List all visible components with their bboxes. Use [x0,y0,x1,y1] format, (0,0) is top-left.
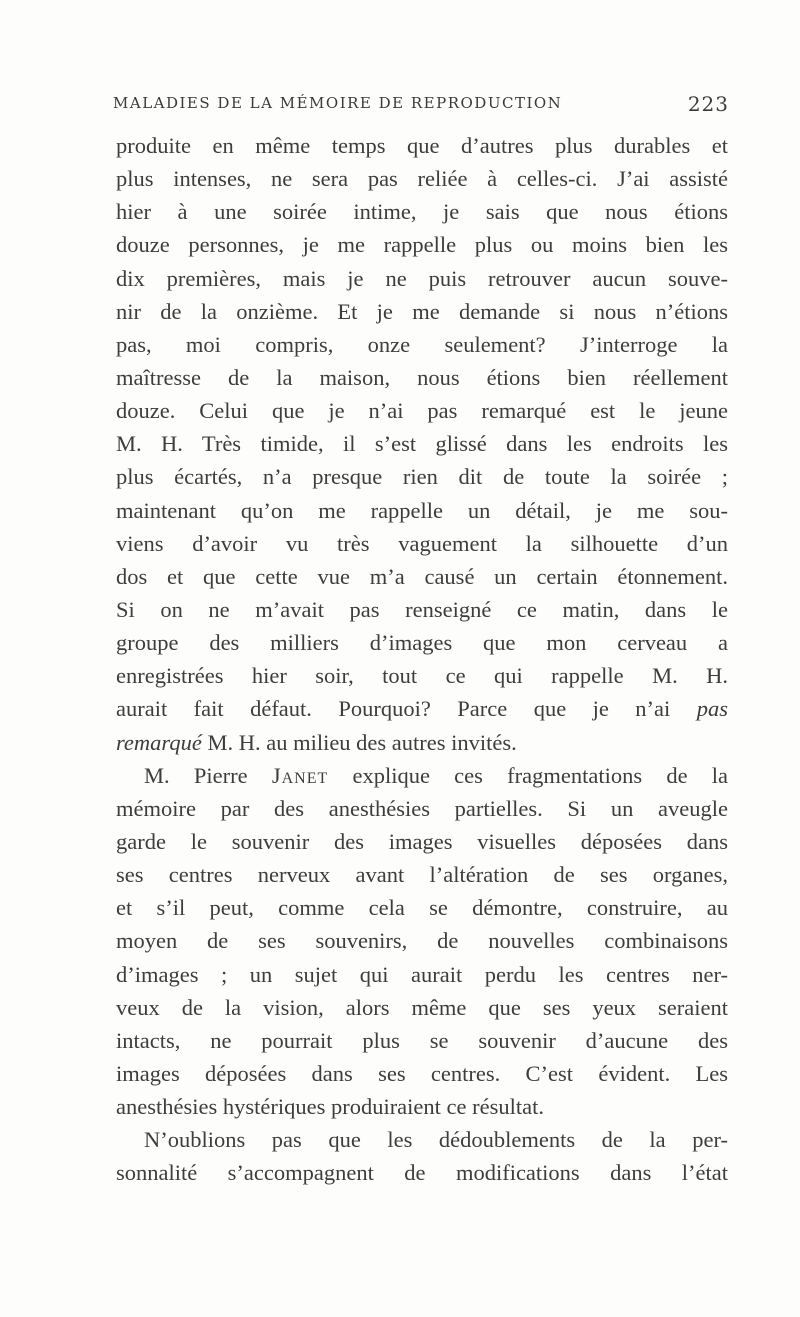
text-line: garde le souvenir des images visuelles déposées dans [116,828,728,854]
italic-text: remarqué [116,729,202,755]
text-line: M. H. Très timide, il s’est glissé dans les endroits les [116,431,728,457]
text-line: d’images ; un sujet qui aurait perdu les centres ner- [116,961,728,987]
text-span: explique ces fragmentations de la [352,762,728,788]
text-line: et s’il peut, comme cela se démontre, construire, au [116,895,728,921]
text-line: plus écartés, n’a presque rien dit de toute la soirée ; [116,464,728,490]
text-span: M. Pierre [144,762,248,788]
text-line: images déposées dans ses centres. C’est évident. Les [116,1060,728,1086]
text-line: plus intenses, ne sera pas reliée à celles-ci. J’ai assisté [116,166,728,192]
author-name: Janet [271,762,329,788]
text-line: dos et que cette vue m’a causé un certain étonnement. [116,563,728,589]
text-line: dix premières, mais je ne puis retrouver aucun souve- [116,265,728,291]
text-line: N’oublions pas que les dédoublements de la per- [144,1127,728,1153]
text-line: pas, moi compris, onze seulement? J’interroge la [116,331,728,357]
text-line: mémoire par des anesthésies partielles. Si un aveugle [116,795,728,821]
text-line: ses centres nerveux avant l’altération de ses organes, [116,862,728,888]
text-span: aurait fait défaut. Pourquoi? Parce que je n’ai [116,696,671,722]
text-line: viens d’avoir vu très vaguement la silhouette d’un [116,530,728,556]
text-line [116,726,728,759]
text-line: maintenant qu’on me rappelle un détail, je me sou- [116,497,728,523]
text-line: douze personnes, je me rappelle plus ou moins bien les [116,232,728,258]
text-line: Si on ne m’avait pas renseigné ce matin, dans le [116,596,728,622]
text-line: moyen de ses souvenirs, de nouvelles combinaisons [116,928,728,954]
text-line: douze. Celui que je n’ai pas remarqué est le jeune [116,398,728,424]
text-line: enregistrées hier soir, tout ce qui rappelle M. H. [116,663,728,689]
text-line: veux de la vision, alors même que ses yeux seraient [116,994,728,1020]
text-line [116,759,728,792]
text-line: maîtresse de la maison, nous étions bien réellement [116,364,728,390]
text-line: sonnalité s’accompagnent de modifications dans l’état [116,1160,728,1186]
text-line: produite en même temps que d’autres plus durables et [116,133,728,158]
running-head [113,94,729,118]
text-span: M. H. au milieu des autres invités. [207,729,517,755]
text-line: groupe des milliers d’images que mon cerveau a [116,630,728,656]
text-line: nir de la onzième. Et je me demande si nous n’étions [116,298,728,324]
text-line [116,692,728,725]
body-text [116,129,728,1190]
text-line: hier à une soirée intime, je sais que nous étions [116,199,728,225]
text-line: intacts, ne pourrait plus se souvenir d’aucune des [116,1027,728,1053]
italic-text: pas [696,696,728,722]
text-line: anesthésies hystériques produiraient ce résultat. [116,1094,544,1120]
page-number: 223 [687,92,729,116]
running-title: MALADIES DE LA MÉMOIRE DE REPRODUCTION [113,94,563,112]
